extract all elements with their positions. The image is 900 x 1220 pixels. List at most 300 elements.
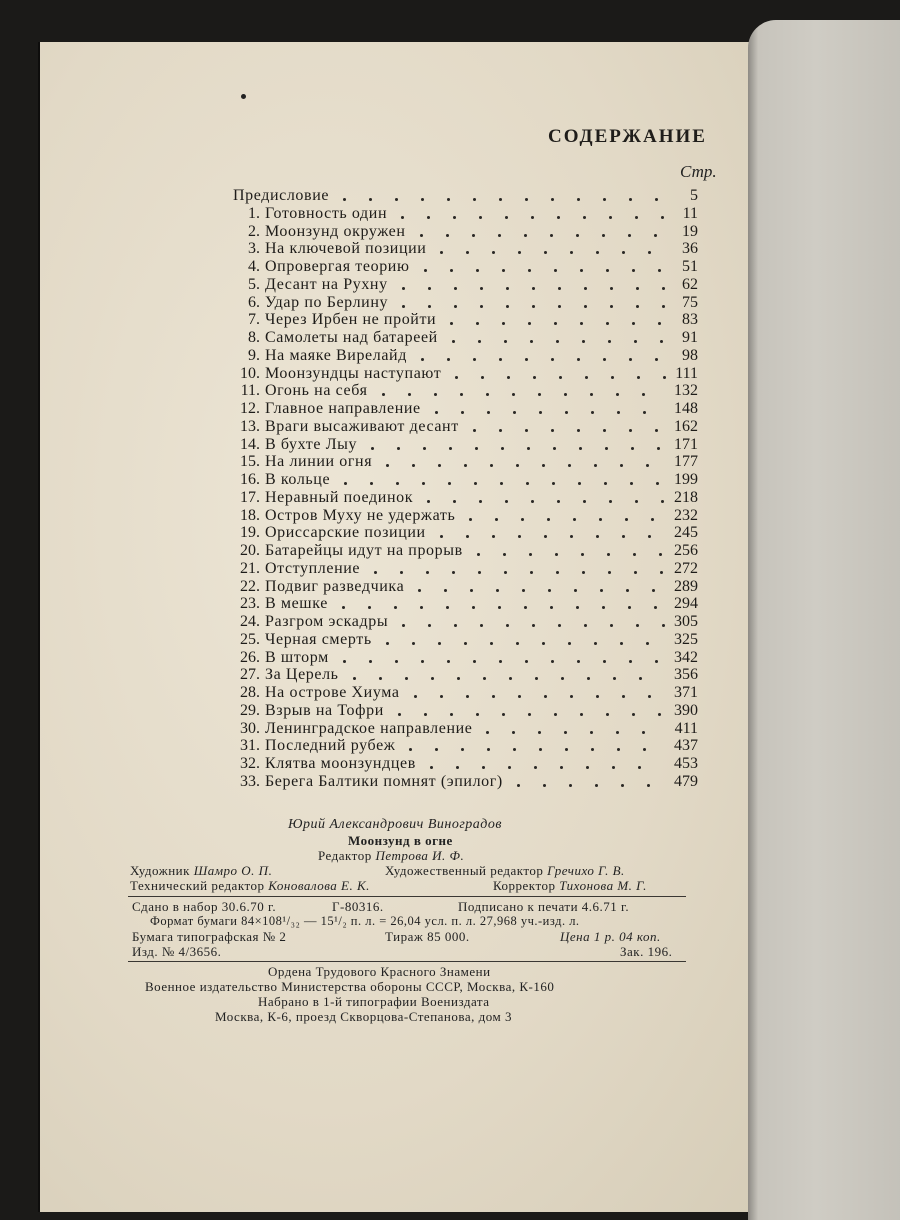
toc-row (0, 559, 900, 578)
leader-dot (629, 660, 632, 663)
leader-dot (580, 269, 583, 272)
leader-dot (603, 198, 606, 201)
leader-dot (532, 287, 535, 290)
toc-row (0, 630, 900, 649)
leader-dot (374, 571, 377, 574)
leader-dot (631, 447, 634, 450)
leader-dot (551, 198, 554, 201)
leader-dot (532, 305, 535, 308)
leader-dot (662, 305, 665, 308)
leader-dot (466, 251, 469, 254)
leader-dot (379, 677, 382, 680)
leader-dot (486, 731, 489, 734)
chapter-number: 19. (240, 524, 260, 542)
leader-dot (421, 660, 424, 663)
leader-dot (402, 624, 405, 627)
chapter-number: 4. (248, 258, 260, 275)
toc-row (0, 186, 900, 205)
chapter-number: 30. (240, 719, 260, 737)
leader-dot (591, 748, 594, 751)
leader-dot (464, 642, 467, 645)
chapter-number: 6. (248, 293, 260, 311)
leader-dot (634, 571, 637, 574)
page-number: 83 (682, 311, 698, 329)
leader-dot (535, 677, 538, 680)
chapter-title: На линии огня (265, 453, 373, 471)
corrector-name: Тихонова М. Г. (559, 878, 647, 893)
leader-dot (452, 340, 455, 343)
leader-dot (608, 340, 611, 343)
leader-dot (582, 571, 585, 574)
leader-dot (551, 660, 554, 663)
toc-row (0, 719, 900, 738)
leader-dot (633, 553, 636, 556)
leader-dot (611, 376, 614, 379)
leader-dot (584, 287, 587, 290)
chapter-title: В шторм (265, 648, 329, 666)
leader-dot (622, 695, 625, 698)
chapter-number: 24. (240, 613, 260, 630)
toc-row (0, 275, 900, 294)
leader-dot (435, 411, 438, 414)
page-number: 148 (674, 400, 698, 417)
press-line-3: Набрано в 1-й типографии Воениздата (258, 994, 490, 1009)
chapter-number: 23. (240, 595, 260, 613)
toc-row (0, 488, 900, 507)
leader-dot (590, 731, 593, 734)
chapter-number: 27. (240, 666, 260, 684)
toc-row (0, 346, 900, 365)
leader-dot (440, 695, 443, 698)
leader-dot (632, 322, 635, 325)
leader-dot (418, 589, 421, 592)
leader-dot (504, 571, 507, 574)
leader-dot (636, 287, 639, 290)
page-number: 325 (674, 630, 698, 648)
leader-dot (475, 447, 478, 450)
leader-dot (447, 198, 450, 201)
chapter-title: Ленинградское направление (265, 719, 473, 737)
leader-dot (554, 322, 557, 325)
leader-dot (453, 500, 456, 503)
leader-dot (512, 731, 515, 734)
leader-dot (440, 535, 443, 538)
leader-dot (610, 287, 613, 290)
chapter-number: 31. (240, 737, 260, 755)
leader-dot (500, 482, 503, 485)
leader-dot (596, 251, 599, 254)
leader-dot (608, 571, 611, 574)
leader-dot (499, 429, 502, 432)
leader-dot (386, 464, 389, 467)
page-number: 162 (674, 417, 698, 435)
leader-dot (594, 464, 597, 467)
leader-dot (529, 553, 532, 556)
leader-dot (524, 606, 527, 609)
leader-dot (526, 482, 529, 485)
leader-dot (478, 571, 481, 574)
leader-dot (371, 447, 374, 450)
toc-row (0, 683, 900, 702)
leader-dot (584, 624, 587, 627)
leader-dot (474, 482, 477, 485)
leader-dot (447, 660, 450, 663)
leader-dot (516, 642, 519, 645)
page-number: 289 (674, 577, 698, 595)
leader-dot (576, 606, 579, 609)
leader-dot (628, 234, 631, 237)
leader-dot (604, 482, 607, 485)
leader-dot (603, 429, 606, 432)
page-number: 479 (674, 772, 698, 790)
page-number: 132 (674, 382, 698, 400)
page-number: 272 (674, 559, 698, 577)
chapter-title: Берега Балтики помнят (эпилог) (265, 772, 503, 790)
paper-format: Формат бумаги 84×108¹/₃₂ — 15¹/₂ п. л. = 26,04 усл. п. л. 27,968 уч.-изд. л. (150, 914, 580, 928)
leader-dot (550, 606, 553, 609)
leader-dot (396, 482, 399, 485)
leader-dot (518, 535, 521, 538)
page-number: 19 (682, 222, 698, 240)
toc-row (0, 506, 900, 525)
page-number: 256 (674, 542, 698, 559)
leader-dot (602, 234, 605, 237)
chapter-title: Клятва моонзундцев (265, 755, 416, 772)
leader-dot (452, 571, 455, 574)
leader-dot (487, 411, 490, 414)
leader-dot (636, 305, 639, 308)
leader-dot (629, 198, 632, 201)
chapter-number: 21. (240, 559, 260, 577)
leader-dot (435, 748, 438, 751)
leader-dot (590, 393, 593, 396)
chapter-number: 2. (248, 222, 260, 240)
leader-dot (476, 269, 479, 272)
leader-dot (495, 518, 498, 521)
leader-dot (481, 376, 484, 379)
edition-number: Изд. № 4/3656. (132, 944, 222, 959)
leader-dot (638, 766, 641, 769)
chapter-title: Главное направление (265, 400, 421, 417)
leader-dot (577, 198, 580, 201)
leader-dot (625, 518, 628, 521)
leader-dot (594, 642, 597, 645)
chapter-number: 10. (240, 364, 260, 382)
page-column-heading: Стр. (680, 162, 717, 181)
leader-dot (401, 216, 404, 219)
toc-row (0, 577, 900, 596)
leader-dot (430, 766, 433, 769)
page-number: 218 (674, 488, 698, 506)
leader-dot (606, 322, 609, 325)
leader-dot (427, 216, 430, 219)
leader-dot (635, 500, 638, 503)
leader-dot (660, 340, 663, 343)
leader-dot (472, 234, 475, 237)
chapter-title: Огонь на себя (265, 382, 368, 400)
leader-dot (577, 429, 580, 432)
leader-dot (400, 571, 403, 574)
artist-name: Шамро О. П. (193, 863, 273, 878)
leader-dot (622, 251, 625, 254)
chapter-number: 18. (240, 506, 260, 524)
leader-dot (564, 393, 567, 396)
leader-dot (450, 713, 453, 716)
leader-dot (606, 269, 609, 272)
leader-dot (455, 376, 458, 379)
leader-dot (636, 624, 639, 627)
leader-dot (544, 695, 547, 698)
leader-dot (408, 393, 411, 396)
chapter-title: В мешке (265, 595, 328, 613)
leader-dot (606, 713, 609, 716)
leader-dot (446, 606, 449, 609)
ink-dot (241, 94, 246, 99)
leader-dot (428, 287, 431, 290)
chapter-title: Готовность один (265, 204, 388, 222)
toc-row (0, 594, 900, 613)
page-number: 111 (675, 364, 698, 382)
chapter-number: 22. (240, 577, 260, 595)
leader-dot (655, 660, 658, 663)
leader-dot (509, 677, 512, 680)
leader-dot (450, 322, 453, 325)
page-number: 411 (674, 719, 698, 737)
leader-dot (431, 677, 434, 680)
chapter-number: 13. (240, 417, 260, 435)
leader-dot (421, 358, 424, 361)
leader-dot (569, 784, 572, 787)
leader-dot (409, 748, 412, 751)
artist-line (130, 863, 272, 879)
leader-dot (658, 713, 661, 716)
chapter-title: Моонзундцы наступают (265, 364, 442, 382)
leader-dot (565, 748, 568, 751)
leader-dot (654, 234, 657, 237)
leader-dot (460, 393, 463, 396)
leader-dot (574, 589, 577, 592)
leader-dot (591, 411, 594, 414)
leader-dot (642, 393, 645, 396)
leader-dot (587, 677, 590, 680)
leader-dot (382, 393, 385, 396)
leader-dot (581, 553, 584, 556)
leader-dot (512, 393, 515, 396)
leader-dot (422, 482, 425, 485)
leader-dot (554, 269, 557, 272)
chapter-number: 3. (248, 240, 260, 258)
leader-dot (595, 784, 598, 787)
leader-dot (473, 358, 476, 361)
page-number: 177 (674, 453, 698, 471)
leader-dot (630, 482, 633, 485)
leader-dot (525, 358, 528, 361)
leader-dot (573, 518, 576, 521)
leader-dot (480, 305, 483, 308)
leader-dot (554, 713, 557, 716)
leader-dot (613, 677, 616, 680)
leader-dot (499, 198, 502, 201)
leader-dot (353, 677, 356, 680)
chapter-title: Черная смерть (265, 630, 372, 648)
chapter-number: 14. (240, 435, 260, 453)
leader-dot (369, 198, 372, 201)
leader-dot (480, 624, 483, 627)
artist-label: Художник (130, 863, 190, 878)
chapter-title: Через Ирбен не пройти (265, 311, 437, 329)
leader-dot (527, 447, 530, 450)
leader-dot (395, 198, 398, 201)
leader-dot (548, 589, 551, 592)
chapter-number: 25. (240, 630, 260, 648)
leader-dot (449, 447, 452, 450)
leader-dot (662, 624, 665, 627)
leader-dot (502, 713, 505, 716)
leader-dot (577, 358, 580, 361)
leader-dot (343, 198, 346, 201)
leader-dot (542, 464, 545, 467)
leader-dot (635, 216, 638, 219)
toc-row (0, 754, 900, 773)
leader-dot (661, 500, 664, 503)
leader-dot (544, 251, 547, 254)
chapter-title: Подвиг разведчика (265, 577, 405, 595)
chapter-title: На маяке Вирелайд (265, 346, 407, 364)
leader-dot (576, 234, 579, 237)
leader-dot (490, 642, 493, 645)
leader-dot (609, 216, 612, 219)
leader-dot (428, 305, 431, 308)
leader-dot (621, 784, 624, 787)
leader-dot (643, 411, 646, 414)
toc-row (0, 399, 900, 418)
leader-dot (528, 322, 531, 325)
divider (128, 961, 686, 962)
leader-dot (524, 234, 527, 237)
leader-dot (461, 748, 464, 751)
leader-dot (420, 234, 423, 237)
page-number: 437 (674, 737, 698, 755)
art-editor-name: Гречихо Г. В. (547, 863, 625, 878)
leader-dot (634, 340, 637, 343)
leader-dot (651, 518, 654, 521)
chapter-title: На ключевой позиции (265, 240, 427, 258)
leader-dot (478, 340, 481, 343)
leader-dot (454, 624, 457, 627)
leader-dot (632, 713, 635, 716)
leader-dot (498, 234, 501, 237)
leader-dot (585, 376, 588, 379)
toc-row (0, 665, 900, 684)
press-line-1: Ордена Трудового Красного Знамени (268, 964, 491, 979)
chapter-number: 5. (248, 275, 260, 293)
chapter-number: 28. (240, 684, 260, 701)
leader-dot (508, 766, 511, 769)
leader-dot (616, 393, 619, 396)
leader-dot (343, 660, 346, 663)
leader-dot (637, 376, 640, 379)
page-number: 51 (682, 258, 698, 275)
page-number: 5 (690, 187, 698, 204)
leader-dot (454, 287, 457, 290)
leader-dot (550, 234, 553, 237)
leader-dot (661, 216, 664, 219)
leader-dot (557, 216, 560, 219)
leader-dot (531, 500, 534, 503)
divider (128, 896, 686, 897)
page-number: 305 (674, 613, 698, 630)
chapter-title: Последний рубеж (265, 737, 396, 755)
leader-dot (522, 589, 525, 592)
leader-dot (658, 269, 661, 272)
leader-dot (564, 731, 567, 734)
leader-dot (600, 589, 603, 592)
leader-dot (428, 624, 431, 627)
toc-row (0, 239, 900, 258)
leader-dot (660, 571, 663, 574)
leader-dot (558, 305, 561, 308)
leader-dot (398, 713, 401, 716)
leader-dot (578, 482, 581, 485)
chapter-title: Моонзунд окружен (265, 222, 406, 240)
chapter-number: 32. (240, 755, 260, 772)
leader-dot (440, 251, 443, 254)
chapter-number: 20. (240, 542, 260, 559)
toc-row (0, 736, 900, 755)
page-number: 11 (682, 204, 698, 222)
chapter-title: Удар по Берлину (265, 293, 389, 311)
leader-dot (530, 571, 533, 574)
toc-row (0, 452, 900, 471)
leader-dot (583, 500, 586, 503)
leader-dot (483, 677, 486, 680)
tech-editor-name: Коновалова Е. К. (268, 878, 370, 893)
press-line-4: Москва, К-6, проезд Скворцова-Степанова, дом 3 (215, 1009, 512, 1024)
toc-row (0, 364, 900, 383)
leader-dot (586, 766, 589, 769)
order-number: Зак. 196. (620, 944, 673, 959)
chapter-title: Неравный поединок (265, 488, 414, 506)
leader-dot (568, 464, 571, 467)
leader-dot (394, 606, 397, 609)
corrector-line (493, 878, 647, 894)
leader-dot (642, 731, 645, 734)
page-number: 342 (674, 648, 698, 666)
leader-dot (646, 642, 649, 645)
leader-dot (538, 731, 541, 734)
leader-dot (502, 322, 505, 325)
chapter-title: Ориссарские позиции (265, 524, 426, 542)
leader-dot (412, 464, 415, 467)
leader-dot (556, 571, 559, 574)
leader-dot (477, 553, 480, 556)
chapter-number: 12. (240, 400, 260, 417)
leader-dot (617, 748, 620, 751)
leader-dot (539, 748, 542, 751)
chapter-number: 17. (240, 488, 260, 506)
leader-dot (568, 642, 571, 645)
leader-dot (551, 358, 554, 361)
leader-dot (405, 677, 408, 680)
chapter-title: Самолеты над батареей (265, 329, 438, 346)
leader-dot (501, 447, 504, 450)
leader-dot (662, 287, 665, 290)
leader-dot (616, 731, 619, 734)
leader-dot (473, 429, 476, 432)
leader-dot (570, 535, 573, 538)
leader-dot (551, 429, 554, 432)
leader-dot (461, 411, 464, 414)
